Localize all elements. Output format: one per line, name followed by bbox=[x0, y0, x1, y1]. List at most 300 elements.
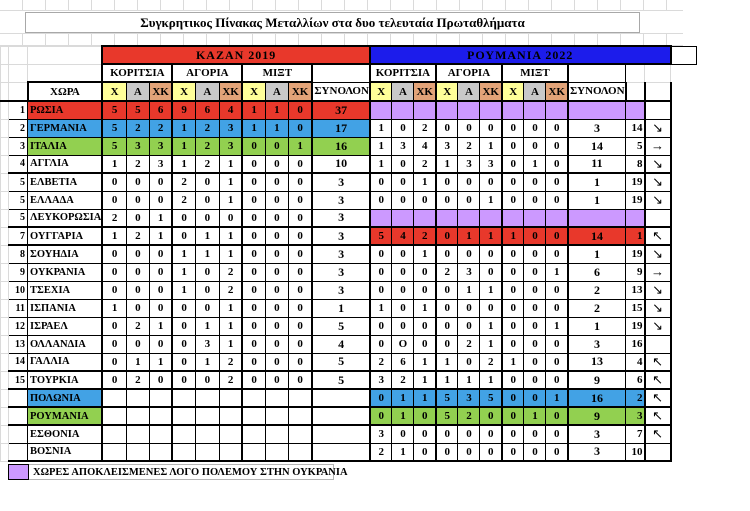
kazan-medal-cell[interactable]: 0 bbox=[149, 191, 172, 209]
romania-medal-cell[interactable]: 0 bbox=[524, 173, 546, 191]
romania-medal-cell[interactable]: 0 bbox=[546, 425, 568, 443]
kazan-medal-cell[interactable]: 0 bbox=[242, 191, 265, 209]
romania-medal-cell[interactable]: 0 bbox=[436, 191, 458, 209]
row-number-cell[interactable]: 11 bbox=[9, 299, 28, 317]
kazan-medal-cell[interactable]: 0 bbox=[102, 245, 126, 263]
kazan-medal-cell[interactable]: 1 bbox=[219, 191, 242, 209]
kazan-medal-cell[interactable]: 0 bbox=[288, 299, 312, 317]
kazan-medal-cell[interactable]: 0 bbox=[126, 263, 149, 281]
kazan-medal-cell[interactable]: 5 bbox=[102, 101, 126, 119]
country-name-cell[interactable]: ΤΟΥΡΚΙΑ bbox=[28, 371, 103, 389]
romania-medal-cell[interactable]: 0 bbox=[436, 119, 458, 137]
kazan-medal-cell[interactable]: 3 bbox=[219, 119, 242, 137]
romania-total-cell[interactable]: 13 bbox=[568, 353, 626, 371]
kazan-total-cell[interactable]: 3 bbox=[312, 245, 370, 263]
kazan-total-cell[interactable] bbox=[312, 443, 370, 461]
romania-medal-cell[interactable] bbox=[502, 101, 524, 119]
row-number-cell[interactable]: 5 bbox=[9, 191, 28, 209]
romania-medal-cell[interactable]: 0 bbox=[414, 407, 436, 425]
romania-rank-cell[interactable]: 15 bbox=[626, 299, 645, 317]
kazan-medal-cell[interactable]: 1 bbox=[219, 299, 242, 317]
romania-medal-cell[interactable]: 0 bbox=[458, 173, 480, 191]
medal-col-header[interactable]: ΧΚ bbox=[288, 82, 312, 101]
romania-medal-cell[interactable]: 0 bbox=[546, 371, 568, 389]
kazan-medal-cell[interactable]: 0 bbox=[265, 245, 288, 263]
romania-medal-cell[interactable]: 0 bbox=[546, 299, 568, 317]
romania-medal-cell[interactable]: 0 bbox=[502, 173, 524, 191]
romania-medal-cell[interactable] bbox=[392, 209, 414, 227]
romania-medal-cell[interactable]: 2 bbox=[458, 335, 480, 353]
romania-medal-cell[interactable]: 0 bbox=[458, 119, 480, 137]
romania-rank-cell[interactable]: 4 bbox=[626, 353, 645, 371]
romania-medal-cell[interactable]: 5 bbox=[370, 227, 392, 245]
group-header-romania-2[interactable]: ΜΙΞΤ bbox=[502, 64, 568, 82]
kazan-medal-cell[interactable]: 3 bbox=[195, 335, 219, 353]
medal-col-header[interactable]: Χ bbox=[436, 82, 458, 101]
romania-medal-cell[interactable]: 0 bbox=[546, 407, 568, 425]
kazan-medal-cell[interactable]: 0 bbox=[288, 371, 312, 389]
kazan-medal-cell[interactable]: 1 bbox=[172, 245, 195, 263]
romania-medal-cell[interactable]: 2 bbox=[414, 227, 436, 245]
kazan-medal-cell[interactable]: 3 bbox=[126, 137, 149, 155]
romania-medal-cell[interactable]: 0 bbox=[524, 317, 546, 335]
kazan-medal-cell[interactable]: 0 bbox=[172, 371, 195, 389]
romania-medal-cell[interactable]: 0 bbox=[480, 299, 502, 317]
kazan-medal-cell[interactable]: 0 bbox=[265, 173, 288, 191]
romania-medal-cell[interactable] bbox=[436, 209, 458, 227]
kazan-medal-cell[interactable]: 0 bbox=[149, 299, 172, 317]
kazan-medal-cell[interactable] bbox=[265, 425, 288, 443]
kazan-medal-cell[interactable]: 4 bbox=[219, 101, 242, 119]
row-number-cell[interactable] bbox=[9, 425, 28, 443]
romania-medal-cell[interactable]: 1 bbox=[480, 317, 502, 335]
romania-medal-cell[interactable]: 0 bbox=[370, 245, 392, 263]
empty-cell[interactable] bbox=[312, 64, 370, 82]
romania-rank-cell[interactable]: 3 bbox=[626, 407, 645, 425]
kazan-medal-cell[interactable]: 0 bbox=[172, 227, 195, 245]
romania-medal-cell[interactable] bbox=[524, 101, 546, 119]
trend-arrow-cell[interactable]: ↘ bbox=[645, 245, 671, 263]
romania-medal-cell[interactable] bbox=[458, 209, 480, 227]
kazan-medal-cell[interactable]: 0 bbox=[265, 191, 288, 209]
romania-medal-cell[interactable]: 0 bbox=[414, 281, 436, 299]
kazan-medal-cell[interactable]: 0 bbox=[149, 371, 172, 389]
romania-medal-cell[interactable]: 0 bbox=[436, 443, 458, 461]
kazan-medal-cell[interactable]: 0 bbox=[265, 137, 288, 155]
kazan-total-cell[interactable]: 16 bbox=[312, 137, 370, 155]
romania-medal-cell[interactable] bbox=[480, 209, 502, 227]
romania-medal-cell[interactable]: 0 bbox=[458, 191, 480, 209]
kazan-total-cell[interactable] bbox=[312, 407, 370, 425]
romania-medal-cell[interactable]: 0 bbox=[392, 263, 414, 281]
romania-medal-cell[interactable]: 1 bbox=[480, 191, 502, 209]
kazan-medal-cell[interactable]: 0 bbox=[242, 335, 265, 353]
trend-arrow-cell[interactable]: ↖ bbox=[645, 227, 671, 245]
romania-medal-cell[interactable]: 1 bbox=[414, 389, 436, 407]
medal-col-header[interactable]: Χ bbox=[172, 82, 195, 101]
kazan-medal-cell[interactable]: 0 bbox=[126, 191, 149, 209]
romania-medal-cell[interactable]: 0 bbox=[414, 263, 436, 281]
kazan-medal-cell[interactable]: 0 bbox=[242, 137, 265, 155]
romania-medal-cell[interactable]: 1 bbox=[546, 317, 568, 335]
kazan-medal-cell[interactable]: 0 bbox=[288, 245, 312, 263]
romania-medal-cell[interactable]: 4 bbox=[392, 227, 414, 245]
romania-medal-cell[interactable]: 0 bbox=[370, 389, 392, 407]
romania-rank-cell[interactable]: 19 bbox=[626, 191, 645, 209]
romania-medal-cell[interactable]: 0 bbox=[546, 119, 568, 137]
romania-medal-cell[interactable]: 0 bbox=[546, 335, 568, 353]
romania-medal-cell[interactable]: 1 bbox=[480, 281, 502, 299]
kazan-medal-cell[interactable] bbox=[219, 425, 242, 443]
kazan-medal-cell[interactable]: 0 bbox=[195, 299, 219, 317]
romania-medal-cell[interactable]: 0 bbox=[414, 425, 436, 443]
row-number-cell[interactable]: 8 bbox=[9, 245, 28, 263]
romania-medal-cell[interactable]: O bbox=[392, 335, 414, 353]
romania-medal-cell[interactable]: 0 bbox=[502, 443, 524, 461]
kazan-medal-cell[interactable]: 2 bbox=[102, 209, 126, 227]
romania-medal-cell[interactable]: 0 bbox=[392, 155, 414, 173]
romania-medal-cell[interactable]: 1 bbox=[458, 281, 480, 299]
trend-arrow-cell[interactable] bbox=[645, 101, 671, 119]
romania-medal-cell[interactable]: 0 bbox=[414, 443, 436, 461]
romania-rank-cell[interactable]: 2 bbox=[626, 389, 645, 407]
trend-arrow-cell[interactable]: ↘ bbox=[645, 281, 671, 299]
kazan-medal-cell[interactable]: 3 bbox=[149, 155, 172, 173]
kazan-medal-cell[interactable]: 0 bbox=[288, 353, 312, 371]
romania-medal-cell[interactable]: 3 bbox=[458, 155, 480, 173]
country-name-cell[interactable]: ΕΛΒΕΤΙΑ bbox=[28, 173, 103, 191]
trend-arrow-cell[interactable] bbox=[645, 443, 671, 461]
romania-medal-cell[interactable]: 0 bbox=[524, 353, 546, 371]
kazan-medal-cell[interactable]: 3 bbox=[149, 137, 172, 155]
medal-col-header[interactable]: Χ bbox=[370, 82, 392, 101]
kazan-medal-cell[interactable] bbox=[149, 443, 172, 461]
romania-medal-cell[interactable]: 1 bbox=[370, 137, 392, 155]
trend-arrow-cell[interactable] bbox=[645, 335, 671, 353]
country-name-cell[interactable]: ΣΟΥΗΔΙΑ bbox=[28, 245, 103, 263]
empty-cell[interactable] bbox=[671, 46, 697, 64]
kazan-medal-cell[interactable]: 0 bbox=[288, 101, 312, 119]
kazan-medal-cell[interactable]: 6 bbox=[149, 101, 172, 119]
kazan-total-cell[interactable]: 3 bbox=[312, 227, 370, 245]
kazan-medal-cell[interactable] bbox=[126, 389, 149, 407]
kazan-medal-cell[interactable]: 1 bbox=[102, 299, 126, 317]
kazan-medal-cell[interactable]: 0 bbox=[172, 353, 195, 371]
romania-medal-cell[interactable]: 0 bbox=[458, 317, 480, 335]
romania-medal-cell[interactable]: 0 bbox=[480, 173, 502, 191]
row-number-cell[interactable]: 14 bbox=[9, 353, 28, 371]
romania-medal-cell[interactable]: 2 bbox=[458, 407, 480, 425]
country-name-cell[interactable]: ΡΟΥΜΑΝΙΑ bbox=[28, 407, 103, 425]
country-name-cell[interactable]: ΟΛΛΑΝΔΙΑ bbox=[28, 335, 103, 353]
kazan-medal-cell[interactable]: 0 bbox=[242, 155, 265, 173]
kazan-medal-cell[interactable] bbox=[288, 443, 312, 461]
kazan-medal-cell[interactable]: 0 bbox=[126, 335, 149, 353]
romania-medal-cell[interactable]: 0 bbox=[436, 245, 458, 263]
romania-medal-cell[interactable]: 0 bbox=[370, 191, 392, 209]
kazan-medal-cell[interactable]: 1 bbox=[195, 317, 219, 335]
romania-medal-cell[interactable]: 1 bbox=[480, 371, 502, 389]
country-name-cell[interactable]: ΙΣΡΑΕΛ bbox=[28, 317, 103, 335]
romania-medal-cell[interactable]: 0 bbox=[392, 173, 414, 191]
romania-medal-cell[interactable]: 0 bbox=[436, 281, 458, 299]
kazan-medal-cell[interactable]: 5 bbox=[126, 101, 149, 119]
romania-medal-cell[interactable]: 0 bbox=[436, 425, 458, 443]
kazan-medal-cell[interactable] bbox=[265, 389, 288, 407]
romania-total-cell[interactable]: 3 bbox=[568, 335, 626, 353]
kazan-total-cell[interactable]: 3 bbox=[312, 209, 370, 227]
medal-col-header[interactable]: Α bbox=[195, 82, 219, 101]
romania-medal-cell[interactable]: 2 bbox=[436, 263, 458, 281]
kazan-medal-cell[interactable] bbox=[242, 425, 265, 443]
kazan-medal-cell[interactable]: 0 bbox=[172, 209, 195, 227]
romania-total-cell[interactable]: 3 bbox=[568, 443, 626, 461]
romania-medal-cell[interactable] bbox=[436, 101, 458, 119]
kazan-medal-cell[interactable]: 1 bbox=[149, 227, 172, 245]
romania-medal-cell[interactable]: 0 bbox=[370, 335, 392, 353]
romania-medal-cell[interactable]: 0 bbox=[458, 245, 480, 263]
romania-medal-cell[interactable]: 0 bbox=[546, 353, 568, 371]
kazan-medal-cell[interactable]: 0 bbox=[242, 281, 265, 299]
romania-medal-cell[interactable] bbox=[502, 209, 524, 227]
romania-medal-cell[interactable] bbox=[414, 209, 436, 227]
kazan-medal-cell[interactable] bbox=[265, 407, 288, 425]
country-name-cell[interactable]: ΒΟΣΝΙΑ bbox=[28, 443, 103, 461]
kazan-medal-cell[interactable]: 1 bbox=[149, 209, 172, 227]
romania-medal-cell[interactable]: 1 bbox=[414, 245, 436, 263]
group-header-kazan-2[interactable]: ΜΙΞΤ bbox=[242, 64, 312, 82]
kazan-medal-cell[interactable]: 1 bbox=[102, 155, 126, 173]
row-number-cell[interactable] bbox=[9, 389, 28, 407]
romania-medal-cell[interactable]: 0 bbox=[524, 191, 546, 209]
romania-medal-cell[interactable]: 0 bbox=[392, 425, 414, 443]
kazan-medal-cell[interactable] bbox=[172, 407, 195, 425]
romania-medal-cell[interactable] bbox=[414, 101, 436, 119]
romania-rank-cell[interactable]: 7 bbox=[626, 425, 645, 443]
trend-arrow-cell[interactable]: ↘ bbox=[645, 191, 671, 209]
romania-medal-cell[interactable]: 1 bbox=[436, 353, 458, 371]
romania-2022-banner[interactable]: ΡΟΥΜΑΝΙΑ 2022 bbox=[370, 46, 671, 64]
kazan-medal-cell[interactable]: 0 bbox=[126, 245, 149, 263]
trend-arrow-cell[interactable]: ↖ bbox=[645, 353, 671, 371]
romania-medal-cell[interactable]: 0 bbox=[370, 317, 392, 335]
kazan-medal-cell[interactable]: 1 bbox=[172, 263, 195, 281]
kazan-medal-cell[interactable] bbox=[265, 443, 288, 461]
kazan-medal-cell[interactable]: 0 bbox=[149, 245, 172, 263]
romania-medal-cell[interactable]: 0 bbox=[546, 191, 568, 209]
row-number-cell[interactable]: 1 bbox=[9, 101, 28, 119]
kazan-medal-cell[interactable]: 0 bbox=[102, 353, 126, 371]
kazan-medal-cell[interactable]: 1 bbox=[172, 155, 195, 173]
kazan-medal-cell[interactable] bbox=[126, 443, 149, 461]
romania-medal-cell[interactable]: 0 bbox=[524, 443, 546, 461]
group-header-romania-0[interactable]: ΚΟΡΙΤΣΙΑ bbox=[370, 64, 436, 82]
medal-col-header[interactable]: ΧΚ bbox=[546, 82, 568, 101]
romania-medal-cell[interactable] bbox=[370, 209, 392, 227]
romania-medal-cell[interactable]: 1 bbox=[392, 443, 414, 461]
romania-medal-cell[interactable]: 1 bbox=[480, 137, 502, 155]
romania-medal-cell[interactable]: 0 bbox=[392, 281, 414, 299]
romania-medal-cell[interactable]: 0 bbox=[524, 371, 546, 389]
country-name-cell[interactable]: ΟΥΚΡΑΝΙΑ bbox=[28, 263, 103, 281]
kazan-medal-cell[interactable]: 2 bbox=[126, 371, 149, 389]
medal-col-header[interactable]: ΧΚ bbox=[149, 82, 172, 101]
romania-medal-cell[interactable]: 0 bbox=[436, 299, 458, 317]
kazan-medal-cell[interactable] bbox=[219, 407, 242, 425]
rank-col-header[interactable] bbox=[626, 82, 645, 101]
romania-medal-cell[interactable]: 5 bbox=[480, 389, 502, 407]
romania-medal-cell[interactable]: 0 bbox=[458, 443, 480, 461]
kazan-medal-cell[interactable]: 0 bbox=[102, 263, 126, 281]
romania-medal-cell[interactable]: 1 bbox=[546, 263, 568, 281]
romania-rank-cell[interactable]: 19 bbox=[626, 317, 645, 335]
kazan-medal-cell[interactable] bbox=[149, 389, 172, 407]
kazan-medal-cell[interactable]: 0 bbox=[288, 155, 312, 173]
romania-rank-cell[interactable]: 13 bbox=[626, 281, 645, 299]
kazan-medal-cell[interactable]: 0 bbox=[149, 263, 172, 281]
romania-total-cell[interactable]: 1 bbox=[568, 173, 626, 191]
romania-medal-cell[interactable]: 0 bbox=[502, 335, 524, 353]
romania-medal-cell[interactable]: 0 bbox=[436, 317, 458, 335]
romania-medal-cell[interactable]: 0 bbox=[480, 119, 502, 137]
country-name-cell[interactable]: ΓΑΛΛΙΑ bbox=[28, 353, 103, 371]
kazan-medal-cell[interactable] bbox=[172, 389, 195, 407]
romania-medal-cell[interactable]: 0 bbox=[370, 407, 392, 425]
medal-col-header[interactable]: Α bbox=[265, 82, 288, 101]
kazan-medal-cell[interactable]: 2 bbox=[219, 371, 242, 389]
romania-medal-cell[interactable]: 1 bbox=[546, 389, 568, 407]
trend-arrow-cell[interactable]: ↘ bbox=[645, 299, 671, 317]
kazan-medal-cell[interactable]: 1 bbox=[195, 227, 219, 245]
romania-medal-cell[interactable]: 1 bbox=[502, 353, 524, 371]
romania-total-cell[interactable]: 6 bbox=[568, 263, 626, 281]
romania-medal-cell[interactable]: 0 bbox=[392, 119, 414, 137]
kazan-medal-cell[interactable]: 2 bbox=[195, 155, 219, 173]
romania-medal-cell[interactable]: 0 bbox=[480, 407, 502, 425]
kazan-total-header[interactable]: ΣΥΝΟΛΟΝ bbox=[312, 82, 370, 101]
kazan-medal-cell[interactable]: 0 bbox=[265, 353, 288, 371]
kazan-medal-cell[interactable]: 0 bbox=[265, 209, 288, 227]
country-name-cell[interactable]: ΟΥΓΓΑΡΙΑ bbox=[28, 227, 103, 245]
romania-medal-cell[interactable]: 2 bbox=[414, 119, 436, 137]
kazan-medal-cell[interactable] bbox=[102, 407, 126, 425]
romania-total-cell[interactable] bbox=[568, 101, 626, 119]
romania-medal-cell[interactable]: 3 bbox=[436, 137, 458, 155]
kazan-medal-cell[interactable]: 1 bbox=[219, 245, 242, 263]
romania-rank-cell[interactable] bbox=[626, 209, 645, 227]
country-name-cell[interactable]: ΤΣΕΧΙΑ bbox=[28, 281, 103, 299]
kazan-medal-cell[interactable]: 1 bbox=[172, 119, 195, 137]
kazan-medal-cell[interactable] bbox=[149, 425, 172, 443]
row-number-cell[interactable]: 5 bbox=[9, 173, 28, 191]
kazan-medal-cell[interactable]: 1 bbox=[288, 137, 312, 155]
romania-rank-cell[interactable]: 14 bbox=[626, 119, 645, 137]
kazan-medal-cell[interactable] bbox=[219, 443, 242, 461]
kazan-medal-cell[interactable]: 0 bbox=[265, 227, 288, 245]
romania-medal-cell[interactable]: 0 bbox=[524, 389, 546, 407]
row-number-cell[interactable] bbox=[9, 443, 28, 461]
kazan-medal-cell[interactable]: 0 bbox=[195, 173, 219, 191]
kazan-medal-cell[interactable]: 0 bbox=[102, 371, 126, 389]
romania-medal-cell[interactable]: 0 bbox=[436, 227, 458, 245]
romania-medal-cell[interactable] bbox=[546, 101, 568, 119]
kazan-medal-cell[interactable]: 1 bbox=[242, 101, 265, 119]
kazan-medal-cell[interactable]: 2 bbox=[126, 317, 149, 335]
romania-rank-cell[interactable]: 16 bbox=[626, 335, 645, 353]
kazan-medal-cell[interactable]: 1 bbox=[265, 101, 288, 119]
romania-medal-cell[interactable] bbox=[370, 101, 392, 119]
kazan-medal-cell[interactable]: 1 bbox=[149, 317, 172, 335]
row-number-cell[interactable]: 3 bbox=[9, 137, 28, 155]
romania-total-cell[interactable]: 1 bbox=[568, 245, 626, 263]
kazan-medal-cell[interactable]: 2 bbox=[172, 173, 195, 191]
romania-medal-cell[interactable]: 0 bbox=[370, 173, 392, 191]
kazan-medal-cell[interactable]: 2 bbox=[219, 353, 242, 371]
romania-medal-cell[interactable]: 0 bbox=[436, 173, 458, 191]
romania-rank-cell[interactable]: 19 bbox=[626, 245, 645, 263]
romania-medal-cell[interactable]: 0 bbox=[458, 299, 480, 317]
country-name-cell[interactable]: ΛΕΥΚΟΡΩΣΙΑ bbox=[28, 209, 103, 227]
country-name-cell[interactable]: ΕΣΘΟΝΙΑ bbox=[28, 425, 103, 443]
kazan-medal-cell[interactable] bbox=[288, 407, 312, 425]
kazan-total-cell[interactable]: 3 bbox=[312, 281, 370, 299]
kazan-medal-cell[interactable]: 3 bbox=[219, 137, 242, 155]
kazan-medal-cell[interactable]: 0 bbox=[288, 173, 312, 191]
trend-arrow-cell[interactable]: → bbox=[645, 137, 671, 155]
medal-col-header[interactable]: ΧΚ bbox=[219, 82, 242, 101]
kazan-medal-cell[interactable]: 0 bbox=[149, 335, 172, 353]
kazan-medal-cell[interactable]: 0 bbox=[172, 317, 195, 335]
kazan-medal-cell[interactable]: 1 bbox=[219, 173, 242, 191]
romania-medal-cell[interactable] bbox=[546, 209, 568, 227]
kazan-total-cell[interactable]: 3 bbox=[312, 173, 370, 191]
country-name-cell[interactable]: ΑΓΓΛΙΑ bbox=[28, 155, 103, 173]
kazan-medal-cell[interactable]: 0 bbox=[102, 191, 126, 209]
romania-medal-cell[interactable]: 2 bbox=[414, 155, 436, 173]
row-number-cell[interactable] bbox=[9, 407, 28, 425]
romania-medal-cell[interactable]: 0 bbox=[414, 335, 436, 353]
trend-arrow-cell[interactable]: ↖ bbox=[645, 407, 671, 425]
romania-total-cell[interactable]: 14 bbox=[568, 137, 626, 155]
romania-medal-cell[interactable]: 6 bbox=[392, 353, 414, 371]
kazan-medal-cell[interactable]: 0 bbox=[288, 209, 312, 227]
romania-medal-cell[interactable]: 0 bbox=[524, 263, 546, 281]
kazan-medal-cell[interactable] bbox=[195, 425, 219, 443]
romania-total-cell[interactable]: 2 bbox=[568, 299, 626, 317]
romania-total-cell[interactable]: 1 bbox=[568, 191, 626, 209]
kazan-total-cell[interactable]: 10 bbox=[312, 155, 370, 173]
trend-arrow-cell[interactable]: ↖ bbox=[645, 371, 671, 389]
kazan-medal-cell[interactable] bbox=[242, 443, 265, 461]
romania-medal-cell[interactable]: 0 bbox=[392, 245, 414, 263]
romania-medal-cell[interactable]: 0 bbox=[502, 371, 524, 389]
romania-medal-cell[interactable]: 0 bbox=[524, 425, 546, 443]
trend-col-header[interactable] bbox=[645, 82, 671, 101]
kazan-medal-cell[interactable]: 2 bbox=[172, 191, 195, 209]
romania-medal-cell[interactable]: 0 bbox=[546, 245, 568, 263]
row-number-cell[interactable]: 12 bbox=[9, 317, 28, 335]
romania-medal-cell[interactable]: 0 bbox=[502, 389, 524, 407]
romania-medal-cell[interactable]: 3 bbox=[458, 263, 480, 281]
country-name-cell[interactable]: ΓΕΡΜΑΝΙΑ bbox=[28, 119, 103, 137]
kazan-medal-cell[interactable] bbox=[149, 407, 172, 425]
romania-medal-cell[interactable]: 0 bbox=[502, 299, 524, 317]
romania-medal-cell[interactable]: 3 bbox=[458, 389, 480, 407]
romania-medal-cell[interactable]: 0 bbox=[480, 245, 502, 263]
kazan-medal-cell[interactable]: 0 bbox=[288, 227, 312, 245]
romania-medal-cell[interactable]: 0 bbox=[502, 425, 524, 443]
romania-total-cell[interactable]: 2 bbox=[568, 281, 626, 299]
